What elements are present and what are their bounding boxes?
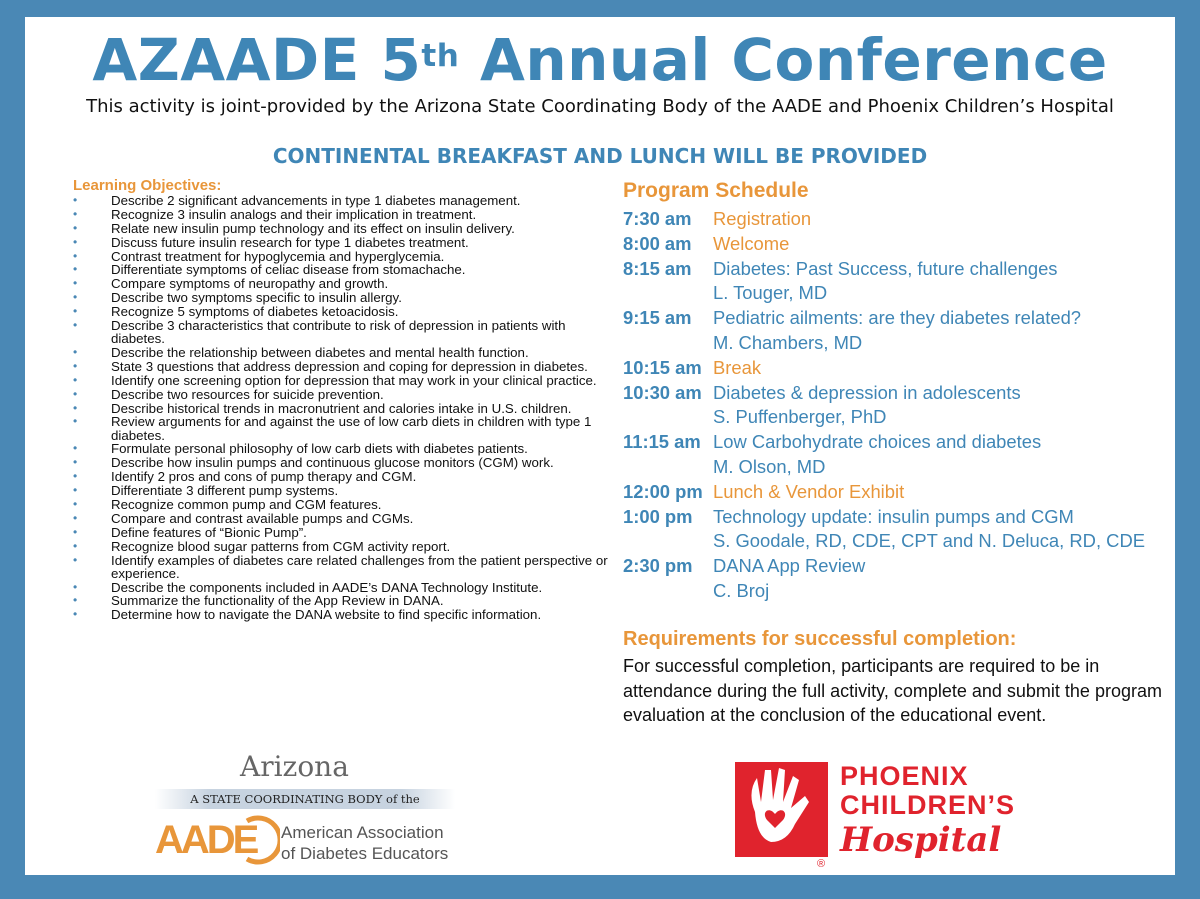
- schedule-time: 10:15 am: [623, 356, 702, 378]
- program-schedule-heading: Program Schedule: [623, 179, 809, 202]
- learning-objectives-list: [73, 194, 613, 622]
- schedule-time-spacer: [623, 579, 713, 604]
- bullet-icon: •: [73, 220, 78, 235]
- hand-heart-icon: [735, 762, 828, 857]
- schedule-event: Lunch & Vendor Exhibit: [713, 480, 905, 502]
- objective-text: Recognize 3 insulin analogs and their implication in treatment.: [111, 206, 477, 222]
- pch-name-line1: PHOENIX: [840, 761, 969, 791]
- schedule-event: Registration: [713, 208, 812, 229]
- bullet-icon: •: [73, 497, 78, 511]
- bullet-icon: •: [73, 552, 78, 567]
- objective-text: Describe the relationship between diabetes and mental health function.: [111, 345, 529, 360]
- schedule-event: Break: [713, 356, 762, 378]
- aade-logo-icon: [155, 815, 280, 865]
- objective-item: [73, 512, 613, 525]
- requirements-text: For successful completion, participants are required to be in attendance during the full activity, complete and submit the program evaluation at the conclusion of the educational event.: [623, 656, 1162, 725]
- schedule-speaker: M. Chambers, MD: [713, 331, 863, 353]
- schedule-speaker-row: [623, 281, 1163, 306]
- schedule-row: [623, 207, 1163, 232]
- schedule-row: [623, 356, 1163, 381]
- schedule-event: Diabetes: Past Success, future challenges: [713, 257, 1058, 279]
- objective-item: [73, 250, 613, 263]
- bullet-icon: •: [73, 358, 78, 373]
- objective-item: [73, 305, 613, 318]
- program-schedule: [623, 207, 1163, 604]
- objective-text: Identify one screening option for depression that may work in your clinical practice.: [111, 372, 597, 388]
- schedule-speaker: S. Puffenberger, PhD: [713, 406, 887, 428]
- schedule-row: [623, 232, 1163, 257]
- objective-text: Identify examples of diabetes care related challenges from the patient perspective or experience.: [111, 552, 608, 581]
- schedule-speaker-row: [623, 455, 1163, 480]
- schedule-time-spacer: [623, 455, 713, 480]
- bullet-icon: •: [73, 400, 78, 415]
- schedule-time: 8:00 am: [623, 232, 692, 254]
- schedule-time: 7:30 am: [623, 208, 692, 229]
- objective-text: Describe 2 significant advancements in type 1 diabetes management.: [111, 193, 521, 208]
- aade-name-line2: of Diabetes Educators: [281, 844, 449, 863]
- schedule-time: 10:30 am: [623, 381, 702, 403]
- registered-mark: ®: [817, 858, 826, 870]
- objective-text: Differentiate symptoms of celiac disease from stomachache.: [111, 262, 466, 278]
- schedule-speaker: C. Broj: [713, 579, 770, 601]
- schedule-speaker-row: [623, 529, 1163, 554]
- schedule-speaker: S. Goodale, RD, CDE, CPT and N. Deluca, RD, CDE: [713, 530, 1145, 552]
- objective-item: [73, 388, 613, 401]
- schedule-row: [623, 381, 1163, 406]
- objective-text: Recognize common pump and CGM features.: [111, 497, 382, 512]
- bullet-icon: •: [73, 276, 78, 291]
- schedule-event: Welcome: [713, 232, 790, 254]
- objective-text: Describe historical trends in macronutrient and calories intake in U.S. children.: [111, 400, 572, 416]
- objective-text: Describe two resources for suicide prevention.: [111, 386, 384, 402]
- objective-text: Differentiate 3 different pump systems.: [111, 483, 339, 499]
- objective-item: [73, 554, 613, 580]
- schedule-time: 12:00 pm: [623, 480, 703, 502]
- objective-text: Relate new insulin pump technology and its effect on insulin delivery.: [111, 220, 515, 236]
- objective-text: Determine how to navigate the DANA website to find specific information.: [111, 607, 542, 623]
- schedule-time-spacer: [623, 281, 713, 306]
- objective-text: Summarize the functionality of the App Review in DANA.: [111, 593, 444, 609]
- subtitle: This activity is joint-provided by the Arizona State Coordinating Body of the AADE and Phoenix Children’s Hospital: [86, 96, 1114, 117]
- pch-name-line2: CHILDREN’S: [840, 790, 1016, 820]
- schedule-speaker-row: [623, 405, 1163, 430]
- objective-text: Define features of “Bionic Pump”.: [111, 524, 307, 540]
- objective-text: State 3 questions that address depression and coping for depression in diabetes.: [111, 358, 588, 374]
- schedule-row: [623, 306, 1163, 331]
- bullet-icon: •: [73, 483, 78, 498]
- schedule-event: Low Carbohydrate choices and diabetes: [713, 431, 1042, 453]
- objective-item: [73, 484, 613, 497]
- bullet-icon: •: [73, 455, 78, 470]
- objective-item: [73, 222, 613, 235]
- schedule-time: 9:15 am: [623, 307, 692, 329]
- objective-item: [73, 319, 613, 345]
- schedule-time-spacer: [623, 529, 713, 554]
- objective-item: [73, 374, 613, 387]
- learning-objectives-heading: Learning Objectives:: [73, 177, 222, 194]
- objective-text: Describe how insulin pumps and continuous glucose monitors (CGM) work.: [111, 455, 554, 471]
- schedule-time-spacer: [623, 405, 713, 430]
- bullet-icon: •: [73, 593, 78, 608]
- schedule-row: [623, 430, 1163, 455]
- schedule-event: Pediatric ailments: are they diabetes related?: [713, 307, 1082, 329]
- page-title: AZAADE 5th Annual Conference: [92, 26, 1108, 94]
- bullet-icon: •: [73, 414, 78, 429]
- objective-item: [73, 442, 613, 455]
- objective-text: Describe 3 characteristics that contribute to risk of depression in patients with diabetes.: [111, 318, 566, 347]
- bullet-icon: •: [73, 579, 78, 594]
- objective-text: Formulate personal philosophy of low carb diets with diabetes patients.: [111, 441, 528, 457]
- aade-logo-text: AADE: [155, 818, 257, 862]
- bullet-icon: •: [73, 248, 78, 263]
- objective-text: Discuss future insulin research for type 1 diabetes treatment.: [111, 234, 469, 250]
- bullet-icon: •: [73, 345, 78, 359]
- aade-name-line1: American Association: [281, 823, 444, 842]
- arizona-wordmark: Arizona: [240, 750, 349, 783]
- schedule-row: [623, 554, 1163, 579]
- objective-item: [73, 608, 613, 621]
- objective-item: [73, 540, 613, 553]
- objective-item: [73, 360, 613, 373]
- objective-item: [73, 291, 613, 304]
- objective-text: Compare symptoms of neuropathy and growth.: [111, 276, 389, 292]
- schedule-event: DANA App Review: [713, 555, 866, 577]
- objective-text: Review arguments for and against the use of low carb diets in children with type 1 diabetes.: [111, 414, 592, 443]
- objective-item: [73, 526, 613, 539]
- requirements-heading: Requirements for successful completion:: [623, 628, 1017, 650]
- bullet-icon: •: [73, 538, 78, 553]
- objective-item: [73, 594, 613, 607]
- pch-hand-logo: [735, 762, 828, 857]
- schedule-event: Technology update: insulin pumps and CGM: [713, 505, 1074, 527]
- schedule-time-spacer: [623, 331, 713, 356]
- bullet-icon: •: [73, 510, 78, 525]
- coordinating-body-text: A STATE COORDINATING BODY of the: [190, 792, 420, 806]
- objective-item: [73, 402, 613, 415]
- objective-item: [73, 456, 613, 469]
- objective-item: [73, 277, 613, 290]
- schedule-row: [623, 505, 1163, 530]
- bullet-icon: •: [73, 524, 78, 539]
- objective-item: [73, 470, 613, 483]
- objective-text: Recognize blood sugar patterns from CGM activity report.: [111, 538, 451, 554]
- schedule-row: [623, 480, 1163, 505]
- bullet-icon: •: [73, 206, 78, 221]
- bullet-icon: •: [73, 469, 78, 484]
- objective-text: Recognize 5 symptoms of diabetes ketoacidosis.: [111, 304, 399, 320]
- objective-item: [73, 194, 613, 207]
- objective-text: Contrast treatment for hypoglycemia and hyperglycemia.: [111, 248, 445, 264]
- schedule-time: 11:15 am: [623, 431, 701, 453]
- pch-name-line3: Hospital: [840, 820, 1002, 860]
- bullet-icon: •: [73, 234, 78, 249]
- objective-item: [73, 581, 613, 594]
- objective-item: [73, 498, 613, 511]
- bullet-icon: •: [73, 193, 78, 207]
- bullet-icon: •: [73, 262, 78, 277]
- objective-text: Describe the components included in AADE’s DANA Technology Institute.: [111, 579, 543, 595]
- objective-item: [73, 415, 613, 441]
- schedule-speaker-row: [623, 331, 1163, 356]
- bullet-icon: •: [73, 607, 78, 622]
- objective-text: Compare and contrast available pumps and CGMs.: [111, 510, 414, 526]
- objective-text: Identify 2 pros and cons of pump therapy and CGM.: [111, 469, 417, 485]
- objective-item: [73, 263, 613, 276]
- bullet-icon: •: [73, 441, 78, 456]
- schedule-row: [623, 257, 1163, 282]
- bullet-icon: •: [73, 318, 78, 333]
- schedule-time: 8:15 am: [623, 257, 692, 279]
- bullet-icon: •: [73, 290, 78, 305]
- objective-text: Describe two symptoms specific to insulin allergy.: [111, 290, 402, 306]
- aade-full-name: [281, 822, 448, 864]
- schedule-event: Diabetes & depression in adolescents: [713, 381, 1021, 403]
- schedule-speaker: L. Touger, MD: [713, 282, 828, 304]
- bullet-icon: •: [73, 386, 78, 401]
- meal-banner: CONTINENTAL BREAKFAST AND LUNCH WILL BE PROVIDED: [272, 144, 928, 168]
- schedule-speaker-row: [623, 579, 1163, 604]
- objective-item: [73, 346, 613, 359]
- bullet-icon: •: [73, 372, 78, 387]
- objective-item: [73, 208, 613, 221]
- schedule-speaker: M. Olson, MD: [713, 455, 826, 477]
- schedule-time: 1:00 pm: [623, 505, 693, 527]
- flyer: [25, 17, 1175, 875]
- objective-item: [73, 236, 613, 249]
- schedule-time: 2:30 pm: [623, 555, 693, 577]
- bullet-icon: •: [73, 304, 78, 319]
